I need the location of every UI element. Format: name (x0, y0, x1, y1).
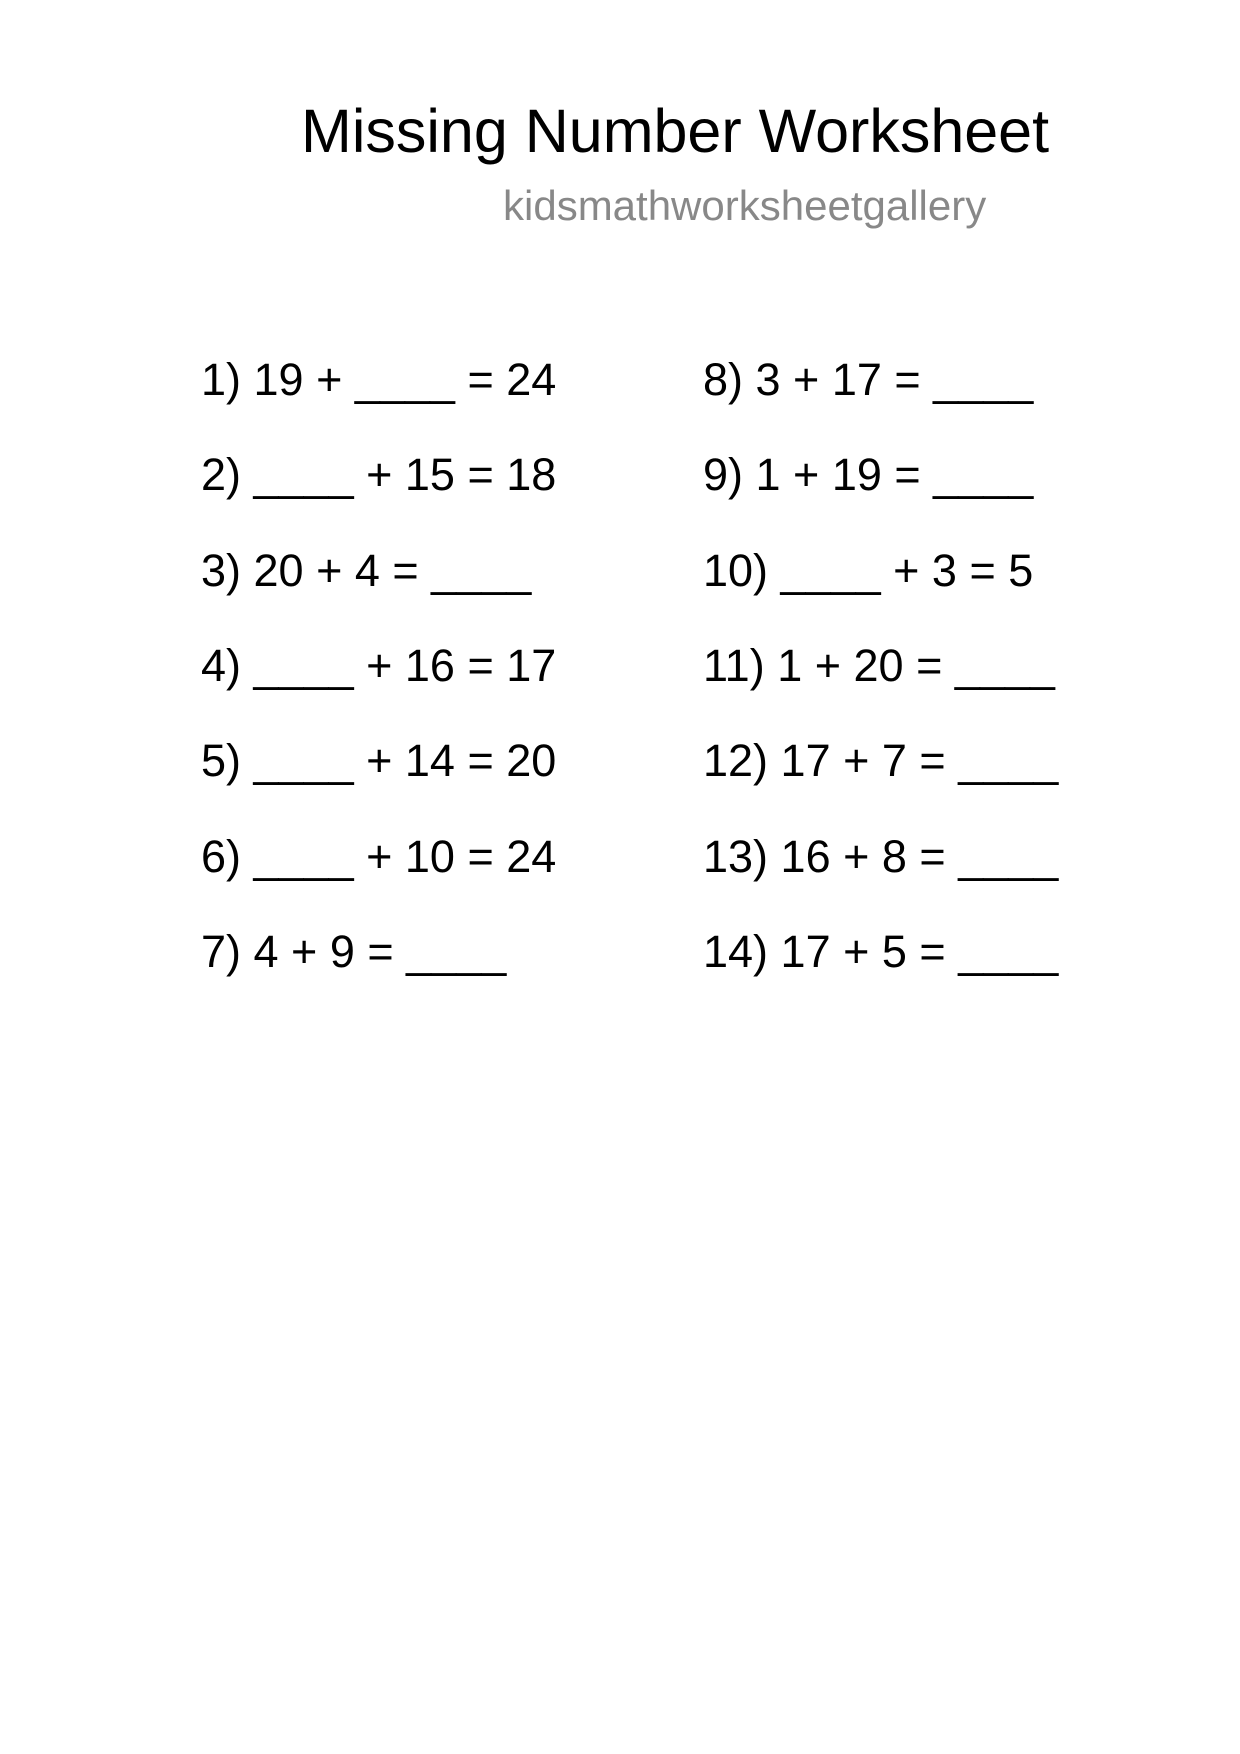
worksheet-source: kidsmathworksheetgallery (503, 182, 987, 229)
problem-10: 10) ____ + 3 = 5 (703, 544, 1034, 596)
problem-11: 11) 1 + 20 = ____ (703, 639, 1055, 691)
problem-9: 9) 1 + 19 = ____ (703, 449, 1034, 501)
problem-7: 7) 4 + 9 = ____ (201, 925, 507, 977)
problem-5: 5) ____ + 14 = 20 (201, 735, 557, 787)
problem-4: 4) ____ + 16 = 17 (201, 639, 557, 691)
problem-1: 1) 19 + ____ = 24 (201, 354, 557, 405)
problem-14: 14) 17 + 5 = ____ (703, 925, 1059, 977)
problem-12: 12) 17 + 7 = ____ (703, 735, 1059, 787)
problem-3: 3) 20 + 4 = ____ (201, 544, 532, 596)
problem-6: 6) ____ + 10 = 24 (201, 830, 557, 882)
problem-13: 13) 16 + 8 = ____ (703, 830, 1059, 882)
problem-2: 2) ____ + 15 = 18 (201, 449, 557, 501)
problem-8: 8) 3 + 17 = ____ (703, 354, 1034, 405)
worksheet-title: Missing Number Worksheet (301, 97, 1050, 165)
